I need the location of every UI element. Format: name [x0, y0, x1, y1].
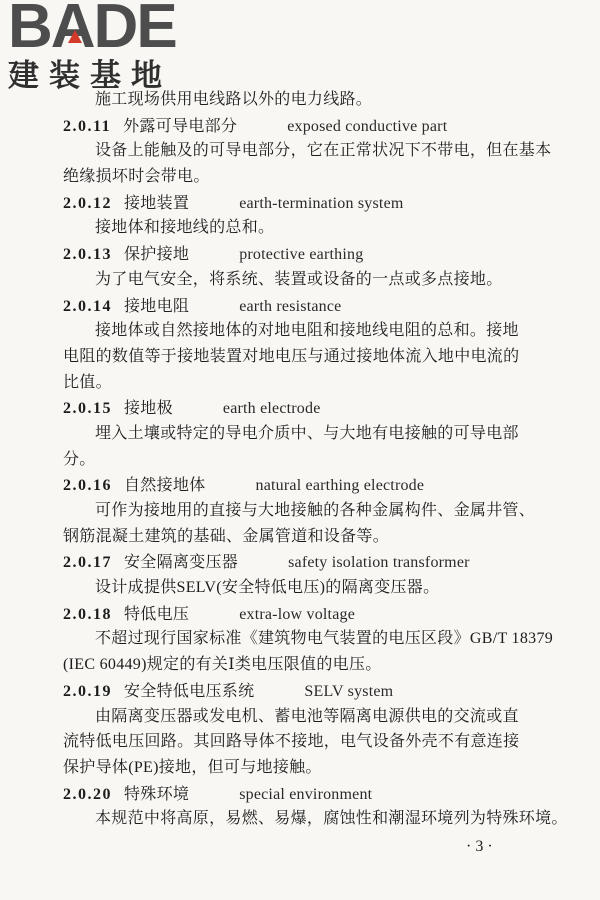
- term-english-name: special environment: [239, 785, 373, 803]
- definition-line: (IEC 60449)规定的有关Ⅰ类电压限值的电压。: [63, 656, 382, 674]
- term-number: 2.0.11: [63, 117, 112, 135]
- term-english-name: SELV system: [304, 682, 394, 700]
- term-entry: [63, 781, 568, 832]
- term-number: 2.0.16: [63, 477, 112, 495]
- term-heading: [63, 472, 563, 498]
- term-chinese-name: 接地极: [124, 398, 173, 418]
- term-number: 2.0.15: [63, 400, 112, 418]
- definition-line: 本规范中将高原，易燃、易爆，腐蚀性和潮湿环境列为特殊环境。: [95, 810, 568, 828]
- definition-line: 埋入土壤或特定的导电介质中、与大地有电接触的可导电部: [95, 424, 519, 442]
- term-english-name: extra-low voltage: [239, 605, 356, 623]
- logo-brand-text: BADE: [8, 0, 176, 61]
- definition-line: 接地体和接地线的总和。: [95, 219, 275, 237]
- term-chinese-name: 特殊环境: [124, 783, 190, 803]
- term-chinese-name: 安全隔离变压器: [124, 552, 239, 572]
- definition-line: 由隔离变压器或发电机、蓄电池等隔离电源供电的交流或直: [95, 707, 519, 725]
- logo-accent-triangle-icon: [68, 30, 82, 43]
- definition-line: 比值。: [63, 373, 112, 391]
- term-chinese-name: 特低电压: [124, 603, 190, 623]
- term-number: 2.0.18: [63, 605, 112, 623]
- term-english-name: safety isolation transformer: [288, 554, 470, 572]
- definition-line: 分。: [63, 450, 96, 468]
- definition-line: 为了电气安全，将系统、装置或设备的一点或多点接地。: [95, 270, 503, 288]
- term-chinese-name: 接地电阻: [124, 295, 190, 315]
- term-entry: [63, 395, 563, 472]
- term-chinese-name: 外露可导电部分: [123, 115, 238, 135]
- document-body: [63, 87, 568, 832]
- term-number: 2.0.12: [63, 194, 112, 212]
- term-number: 2.0.13: [63, 246, 112, 264]
- term-entry: [63, 549, 563, 600]
- term-heading: [63, 678, 563, 704]
- definition-line: 电阻的数值等于接地装置对地电压与通过接地体流入地中电流的: [63, 347, 520, 365]
- term-heading: [63, 113, 563, 139]
- continued-paragraph-line: 施工现场供用电线路以外的电力线路。: [95, 91, 373, 108]
- term-heading: [63, 241, 563, 267]
- term-chinese-name: 安全特低电压系统: [124, 680, 255, 700]
- term-heading: [63, 549, 563, 575]
- term-entry: [63, 601, 563, 678]
- term-number: 2.0.19: [63, 682, 112, 700]
- definition-line: 保护导体(PE)接地，但可与地接触。: [63, 758, 322, 776]
- definition-line: 设计成提供SELV(安全特低电压)的隔离变压器。: [95, 579, 440, 597]
- definition-line: 钢筋混凝土建筑的基础、金属管道和设备等。: [63, 527, 390, 545]
- term-english-name: earth resistance: [239, 297, 342, 315]
- page-number: · 3 ·: [466, 838, 493, 855]
- definition-line: 绝缘损坏时会带电。: [63, 168, 210, 186]
- term-entry: [63, 241, 563, 292]
- term-heading: [63, 781, 563, 807]
- term-english-name: earth-termination system: [239, 194, 404, 212]
- term-entry: [63, 472, 563, 549]
- term-entry: [63, 678, 563, 781]
- term-entry: [63, 293, 563, 396]
- definition-line: 接地体或自然接地体的对地电阻和接地线电阻的总和。接地: [95, 322, 519, 340]
- watermark-logo: [6, 0, 181, 96]
- term-english-name: natural earthing electrode: [255, 477, 425, 495]
- term-heading: [63, 395, 563, 421]
- definition-line: 设备上能触及的可导电部分，它在正常状况下不带电，但在基本: [95, 142, 552, 160]
- definition-line: 不超过现行国家标准《建筑物电气装置的电压区段》GB/T 18379: [95, 630, 554, 648]
- logo-tagline-text: 建装基地: [8, 58, 172, 94]
- term-heading: [63, 601, 563, 627]
- term-heading: [63, 293, 563, 319]
- term-number: 2.0.20: [63, 785, 112, 803]
- definition-line: 可作为接地用的直接与大地接触的各种金属构件、金属井管、: [95, 502, 536, 519]
- term-english-name: earth electrode: [222, 400, 321, 418]
- definition-line: 流特低电压回路。其回路导体不接地，电气设备外壳不有意连接: [63, 733, 520, 751]
- term-entry: [63, 190, 563, 241]
- term-entry: [63, 113, 563, 190]
- term-chinese-name: 保护接地: [124, 244, 190, 264]
- term-chinese-name: 接地装置: [124, 192, 190, 212]
- term-english-name: exposed conductive part: [287, 117, 448, 135]
- term-heading: [63, 190, 563, 216]
- term-english-name: protective earthing: [239, 246, 364, 264]
- term-chinese-name: 自然接地体: [124, 475, 206, 495]
- term-number: 2.0.17: [63, 554, 112, 572]
- term-number: 2.0.14: [63, 297, 112, 315]
